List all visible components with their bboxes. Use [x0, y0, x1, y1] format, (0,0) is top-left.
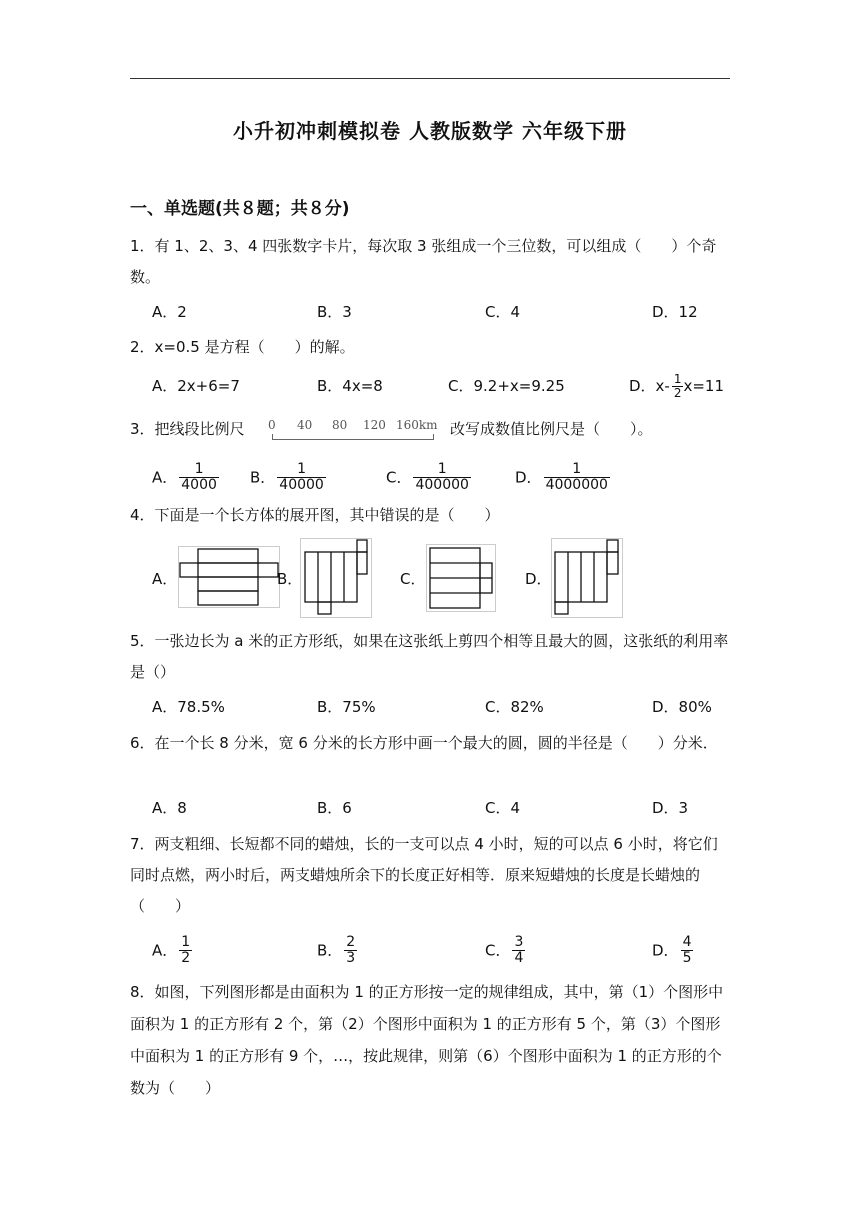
q6-option-b[interactable]: B．6 [317, 799, 352, 817]
fraction-numerator: 1 [194, 461, 204, 477]
q2-option-a[interactable]: A．2x+6=7 [152, 377, 240, 395]
q6-option-c[interactable]: C．4 [485, 799, 521, 817]
fraction-denominator: 40000 [279, 477, 324, 494]
q2-option-c[interactable]: C．9.2+x=9.25 [448, 377, 565, 395]
q3-option-d[interactable] [515, 462, 610, 494]
q4-option-b-label[interactable]: B． [277, 570, 303, 588]
q7-option-d[interactable] [652, 935, 693, 967]
q2-option-d-suffix: x=11 [683, 377, 725, 395]
q5-option-b[interactable]: B．75% [317, 698, 376, 716]
q4-option-a-label[interactable]: A． [152, 570, 178, 588]
scale-bar-line [272, 434, 434, 440]
question-2-options [152, 371, 732, 401]
q2-option-b[interactable]: B．4x=8 [317, 377, 383, 395]
fraction-numerator: 2 [346, 934, 356, 950]
section-heading: 一、单选题(共８题；共８分) [130, 199, 350, 219]
q3-option-b[interactable] [250, 462, 326, 494]
scale-tick-label: 120 [363, 418, 386, 432]
q6-option-a[interactable]: A．8 [152, 799, 187, 817]
fraction-denominator: 2 [673, 386, 682, 400]
option-fraction [413, 462, 470, 494]
question-3-options [152, 462, 732, 492]
q7-option-a[interactable] [152, 935, 192, 967]
fraction-numerator: 1 [297, 461, 307, 477]
option-letter: B． [317, 941, 343, 960]
option-fraction [344, 935, 357, 967]
q3-option-c[interactable] [386, 462, 471, 494]
q1-option-c[interactable]: C．4 [485, 303, 521, 321]
q5-option-a[interactable]: A．78.5% [152, 698, 225, 716]
scale-tick-label: 40 [297, 418, 313, 432]
scale-tick-label: 160km [396, 418, 438, 432]
fraction-numerator: 3 [514, 934, 524, 950]
fraction-numerator: 1 [572, 461, 582, 477]
fraction-numerator: 4 [682, 934, 692, 950]
fraction-denominator: 4000 [181, 477, 217, 494]
fraction-denominator: 400000 [415, 477, 469, 494]
q7-option-b[interactable] [317, 935, 357, 967]
question-5-text: 5．一张边长为 a 米的正方形纸，如果在这张纸上剪四个相等且最大的圆，这张纸的利用率是（） [130, 632, 729, 681]
question-6-text: 6．在一个长 8 分米，宽 6 分米的长方形中画一个最大的圆，圆的半径是（ ）分米． [130, 734, 718, 752]
q4-option-d-label[interactable]: D． [525, 570, 552, 588]
q4-option-c-label[interactable]: C． [400, 570, 426, 588]
option-fraction [681, 935, 694, 967]
option-letter: D． [652, 941, 679, 960]
question-5-options [152, 692, 732, 722]
page-title: 小升初冲刺模拟卷 人教版数学 六年级下册 [233, 119, 627, 143]
fraction-numerator: 1 [437, 461, 447, 477]
q7-option-c[interactable] [485, 935, 525, 967]
q2-option-d[interactable] [629, 371, 724, 401]
line-scale-figure [265, 418, 445, 440]
q1-option-b[interactable]: B．3 [317, 303, 352, 321]
q2-option-d-prefix: D．x- [629, 377, 670, 395]
question-3-text-after: 改写成数值比例尺是（ ）。 [450, 420, 653, 438]
q3-option-a[interactable] [152, 462, 219, 494]
q4-net-d-figure[interactable] [551, 538, 623, 618]
q4-net-a-figure[interactable] [178, 546, 280, 608]
q6-option-d[interactable]: D．3 [652, 799, 689, 817]
scale-tick-label: 80 [332, 418, 348, 432]
q1-option-d[interactable]: D．12 [652, 303, 698, 321]
question-7-options [152, 935, 732, 965]
option-letter: A． [152, 941, 178, 960]
question-8-text: 8．如图，下列图形都是由面积为 1 的正方形按一定的规律组成，其中，第（1）个图形中面积为 1 的正方形有 2 个，第（2）个图形中面积为 1 的正方形有 5 个，第（3）个图形中面积为 1 的正方形有 9 个，…，按此规律，则第（6）个图形中面积为 1 的正方形的个数为（ ） [130, 983, 724, 1097]
option-fraction [179, 935, 192, 967]
fraction-denominator: 4000000 [545, 477, 608, 494]
question-6-options [152, 793, 732, 823]
option-fraction [179, 462, 219, 494]
question-4-text: 4．下面是一个长方体的展开图，其中错误的是（ ） [130, 506, 500, 524]
option-letter: A． [152, 468, 178, 487]
option-letter: B． [250, 468, 276, 487]
header-rule [130, 78, 730, 79]
fraction-denominator: 2 [181, 950, 191, 967]
q4-net-c-figure[interactable] [426, 544, 496, 612]
fraction-numerator: 1 [673, 371, 682, 386]
q2-option-d-fraction [672, 373, 684, 400]
fraction-denominator: 3 [346, 950, 356, 967]
option-fraction [512, 935, 525, 967]
fraction-denominator: 4 [514, 950, 524, 967]
question-2-text: 2．x=0.5 是方程（ ）的解。 [130, 338, 355, 356]
q4-net-b-figure[interactable] [300, 538, 372, 618]
q1-option-a[interactable]: A．2 [152, 303, 187, 321]
scale-tick-label: 0 [268, 418, 276, 432]
option-letter: C． [485, 941, 511, 960]
fraction-numerator: 1 [181, 934, 191, 950]
option-fraction [277, 462, 326, 494]
question-1-text: 1．有 1、2、3、4 四张数字卡片，每次取 3 张组成一个三位数，可以组成（ ）个奇数。 [130, 237, 717, 286]
q5-option-c[interactable]: C．82% [485, 698, 544, 716]
question-7-text: 7．两支粗细、长短都不同的蜡烛，长的一支可以点 4 小时，短的可以点 6 小时，将它们同时点燃，两小时后，两支蜡烛所余下的长度正好相等．原来短蜡烛的长度是长蜡烛的（ ） [130, 835, 718, 915]
option-letter: D． [515, 468, 542, 487]
q5-option-d[interactable]: D．80% [652, 698, 712, 716]
question-3-text-before: 3．把线段比例尺 [130, 420, 245, 438]
fraction-denominator: 5 [682, 950, 692, 967]
question-1-options [152, 297, 732, 327]
option-fraction [544, 462, 610, 494]
option-letter: C． [386, 468, 412, 487]
